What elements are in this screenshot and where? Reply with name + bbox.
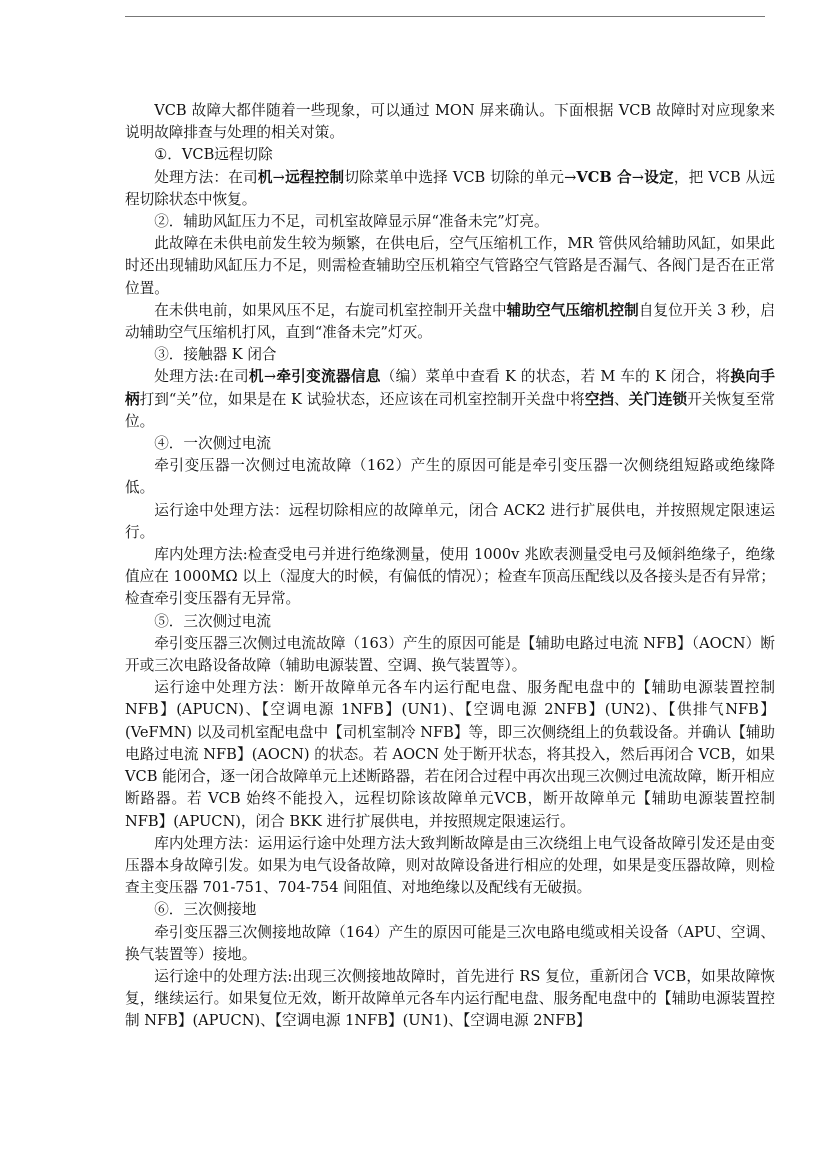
- bold-term: 辅助空气压缩机控制: [506, 301, 639, 319]
- text-run: 处理方法:在司: [154, 368, 249, 386]
- paragraph-tertiary-depot: 库内处理方法：运用运行途中处理方法大致判断故障是由三次绕组上电气设备故障引发还是由变压器本身故障引发。如果为电气设备故障，则对故障设备进行相应的处理，如果是变压器故障，则检查主变压器 701-751、704-754 间阻值、对地绝缘以及配线有无破损。: [125, 834, 775, 897]
- text-run: →: [263, 368, 277, 386]
- text-run: →: [272, 168, 285, 186]
- paragraph-tertiary-running: 运行途中处理方法：断开故障单元各车内运行配电盘、服务配电盘中的【辅助电源装置控制 NFB】(APUCN)、【空调电源 1NFB】(UN1)、【空调电源 2NFB】(UN2)、【供排气NFB】(VeFMN) 以及司机室配电盘中【司机室制冷 NFB】等，即三次侧绕组上的负载设备。并确认【辅助电路过电流 NFB】(AOCN) 的状态。若 AOCN 处于断开状态，将其投入，然后再闭合 VCB，如果 VCB 能闭合，逐一闭合故障单元上述断路器，若在闭合过程中再次出现三次侧过电流故障，断开相应断路器。若 VCB 始终不能投入，远程切除该故障单元VCB，断开故障单元【辅助电源装置控制 NFB】(APUCN)，闭合 BKK 进行扩展供电，并按照规定限速运行。: [125, 679, 776, 830]
- text-run: →: [631, 168, 644, 186]
- paragraph-ground-cause: 牵引变压器三次侧接地故障（164）产生的原因可能是三次电路电缆或相关设备（APU、空调、换气装置等）接地。: [125, 923, 775, 963]
- text-run: 自复位开关 3 秒，启动辅助空气压缩机打风，直到“准备未完”灯灭。: [125, 301, 775, 342]
- heading-tertiary-overcurrent: ⑤．三次侧过电流: [154, 612, 271, 630]
- text-run: 打到“关”位，如果是在 K 试验状态，还应该在司机室控制开关盘中将: [139, 390, 585, 408]
- bold-term: VCB 合: [576, 168, 632, 186]
- paragraph-aux-reservoir-cause: 此故障在未供电前发生较为频繁，在供电后，空气压缩机工作，MR 管供风给辅助风缸，如果此时还出现辅助风缸压力不足，则需检查辅助空压机箱空气管路空气管路是否漏气、各阀门是否在正常位置。: [125, 235, 775, 297]
- paragraph-primary-cause: 牵引变压器一次侧过电流故障（162）产生的原因可能是牵引变压器一次侧绕组短路或绝缘降低。: [125, 457, 775, 497]
- paragraph-contactor-k-method: [125, 366, 775, 433]
- bold-term: 关门连锁: [628, 390, 688, 408]
- bold-term: 远程控制: [284, 168, 345, 186]
- document-body: [125, 100, 775, 1033]
- heading-primary-overcurrent: ④．一次侧过电流: [154, 435, 271, 453]
- text-run: 、: [614, 390, 629, 408]
- paragraph-primary-running: 运行途中处理方法：远程切除相应的故障单元，闭合 ACK2 进行扩展供电，并按照规定限速运行。: [125, 501, 775, 541]
- heading-tertiary-ground: ⑥．三次侧接地: [154, 901, 257, 919]
- bold-term: 设定: [643, 168, 674, 186]
- heading-contactor-k: ③．接触器 K 闭合: [154, 346, 277, 364]
- paragraph-ground-running: 运行途中的处理方法:出现三次侧接地故障时，首先进行 RS 复位，重新闭合 VCB，如果故障恢复，继续运行。如果复位无效，断开故障单元各车内运行配电盘、服务配电盘中的【辅助电源装置控制 NFB】(APUCN)、【空调电源 1NFB】(UN1)、【空调电源 2NFB】: [125, 967, 775, 1030]
- text-run: （编）菜单中查看 K 的状态，若 M 车的 K 闭合，将: [380, 368, 731, 386]
- bold-term: 牵引变流器信息: [276, 368, 381, 386]
- bold-term: 换向手柄: [125, 368, 775, 408]
- paragraph-primary-depot: 库内处理方法:检查受电弓并进行绝缘测量，使用 1000v 兆欧表测量受电弓及倾斜绝缘子，绝缘值应在 1000MΩ 以上（湿度大的时候，有偏低的情况）；检查车顶高压配线以及各接头是否有异常；检查牵引变压器有无异常。: [125, 546, 775, 608]
- text-run: 切除菜单中选择 VCB 切除的单元→: [344, 168, 577, 186]
- heading-vcb-remote-cut: ①．VCB远程切除: [154, 146, 273, 164]
- paragraph-aux-compressor: [125, 300, 775, 344]
- paragraph-vcb-remote-method: [125, 167, 775, 211]
- bold-term: 机: [257, 168, 273, 186]
- header-rule: [125, 16, 765, 17]
- heading-aux-reservoir-pressure: ②．辅助风缸压力不足，司机室故障显示屏“准备未完”灯亮。: [154, 213, 549, 231]
- bold-term: 空挡: [584, 390, 614, 408]
- text-run: 处理方法：在司: [154, 168, 258, 186]
- paragraph-tertiary-cause: 牵引变压器三次侧过电流故障（163）产生的原因可能是【辅助电路过电流 NFB】（AOCN）断开或三次电路设备故障（辅助电源装置、空调、换气装置等）。: [125, 634, 775, 675]
- text-run: 开关恢复至常位。: [125, 390, 775, 430]
- bold-term: 机: [248, 368, 264, 386]
- text-run: ，把 VCB 从远程切除状态中恢复。: [125, 168, 775, 208]
- intro-paragraph: VCB 故障大都伴随着一些现象，可以通过 MON 屏来确认。下面根据 VCB 故障时对应现象来说明故障排查与处理的相关对策。: [125, 102, 775, 142]
- text-run: 在未供电前，如果风压不足，右旋司机室控制开关盘中: [154, 301, 507, 319]
